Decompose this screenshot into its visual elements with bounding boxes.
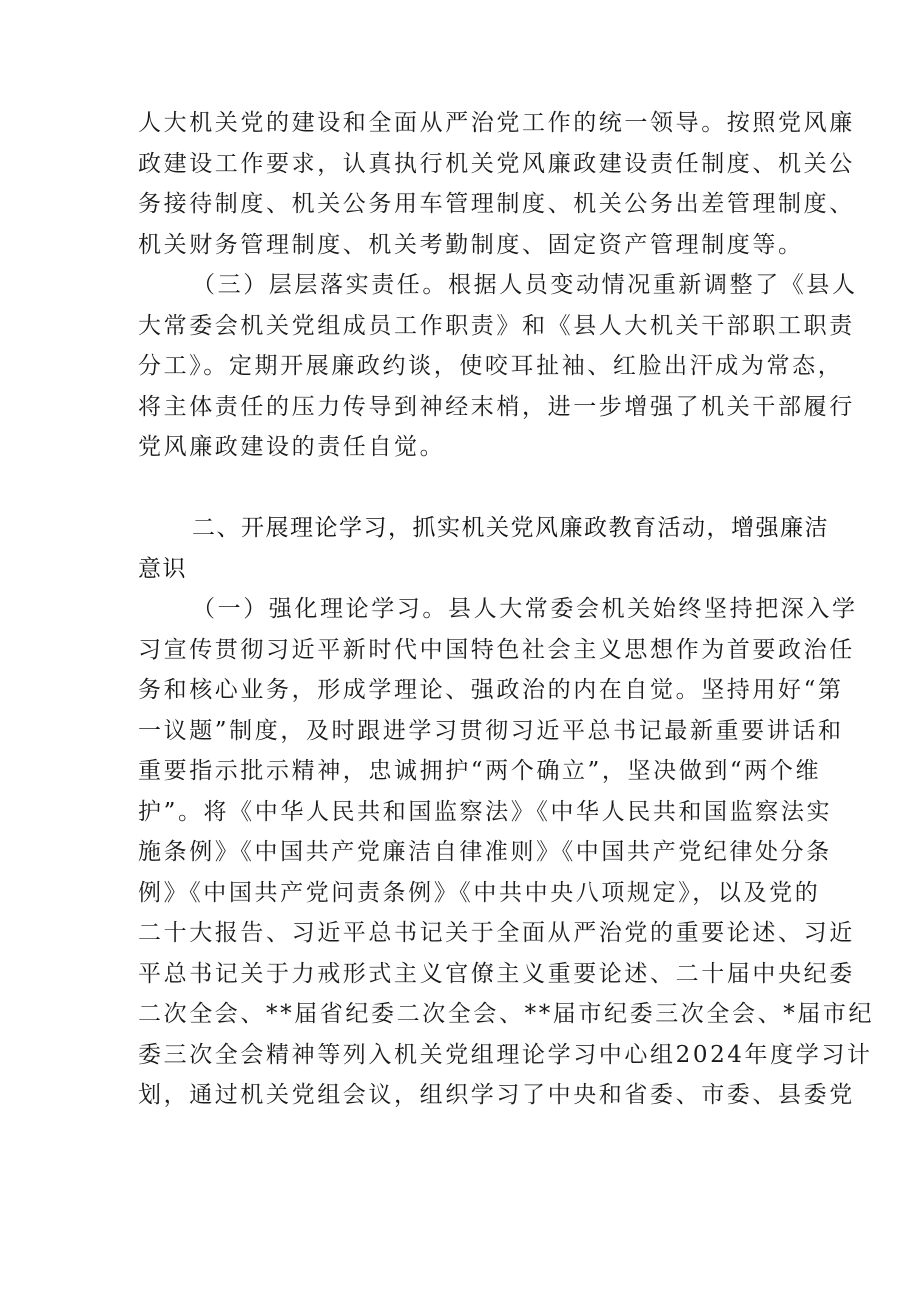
text-line: 党风廉政建设的责任自觉。 — [138, 434, 446, 460]
text-line: 大常委会机关党组成员工作职责》和《县人大机关干部职工职责 — [138, 312, 855, 339]
text-line: 一议题”制度，及时跟进学习贯彻习近平总书记最新重要讲话和 — [138, 717, 844, 744]
text-line: 将主体责任的压力传导到神经末梢，进一步增强了机关干部履行 — [138, 393, 855, 420]
text-line: 政建设工作要求，认真执行机关党风廉政建设责任制度、机关公 — [138, 150, 855, 177]
text-line: 护”。将《中华人民共和国监察法》《中华人民共和国监察法实 — [138, 798, 833, 825]
text-line: 二次全会、**届省纪委二次全会、**届市纪委三次全会、*届市纪 — [138, 1001, 875, 1027]
text-line: 划，通过机关党组会议，组织学习了中央和省委、市委、县委党 — [138, 1082, 855, 1108]
text-line: 人大机关党的建设和全面从严治党工作的统一领导。按照党风廉 — [138, 110, 855, 136]
paragraph-party-leadership — [138, 103, 855, 265]
heading-line: 意识 — [138, 555, 187, 582]
text-line: 平总书记关于力戒形式主义官僚主义重要论述、二十届中央纪委 — [138, 960, 855, 987]
text-line: 二十大报告、习近平总书记关于全面从严治党的重要论述、习近 — [138, 920, 855, 946]
text-line: （一）强化理论学习。县人大常委会机关始终坚持把深入学 — [192, 596, 858, 622]
heading-line: 二、开展理论学习，抓实机关党风廉政教育活动，增强廉洁 — [192, 515, 829, 541]
paragraph-theory-study — [138, 589, 875, 1116]
text-line: 施条例》《中国共产党廉洁自律准则》《中国共产党纪律处分条 — [138, 839, 832, 865]
text-line: 务和核心业务，形成学理论、强政治的内在自觉。坚持用好“第 — [138, 677, 844, 703]
text-line: 重要指示批示精神，忠诚拥护“两个确立”，坚决做到“两个维 — [138, 758, 822, 784]
text-line: 务接待制度、机关公务用车管理制度、机关公务出差管理制度、 — [138, 191, 855, 217]
text-line: 习宣传贯彻习近平新时代中国特色社会主义思想作为首要政治任 — [138, 636, 855, 663]
text-line: （三）层层落实责任。根据人员变动情况重新调整了《县人 — [192, 272, 858, 298]
text-line: 分工》。定期开展廉政约谈，使咬耳扯袖、红脸出汗成为常态， — [138, 353, 844, 379]
text-line: 委三次全会精神等列入机关党组理论学习中心组2024年度学习计 — [138, 1041, 873, 1068]
section-heading-two — [138, 508, 829, 589]
text-line: 机关财务管理制度、机关考勤制度、固定资产管理制度等。 — [138, 231, 804, 258]
paragraph-responsibility — [138, 265, 858, 468]
text-line: 例》《中国共产党问责条例》《中共中央八项规定》，以及党的 — [138, 879, 821, 906]
